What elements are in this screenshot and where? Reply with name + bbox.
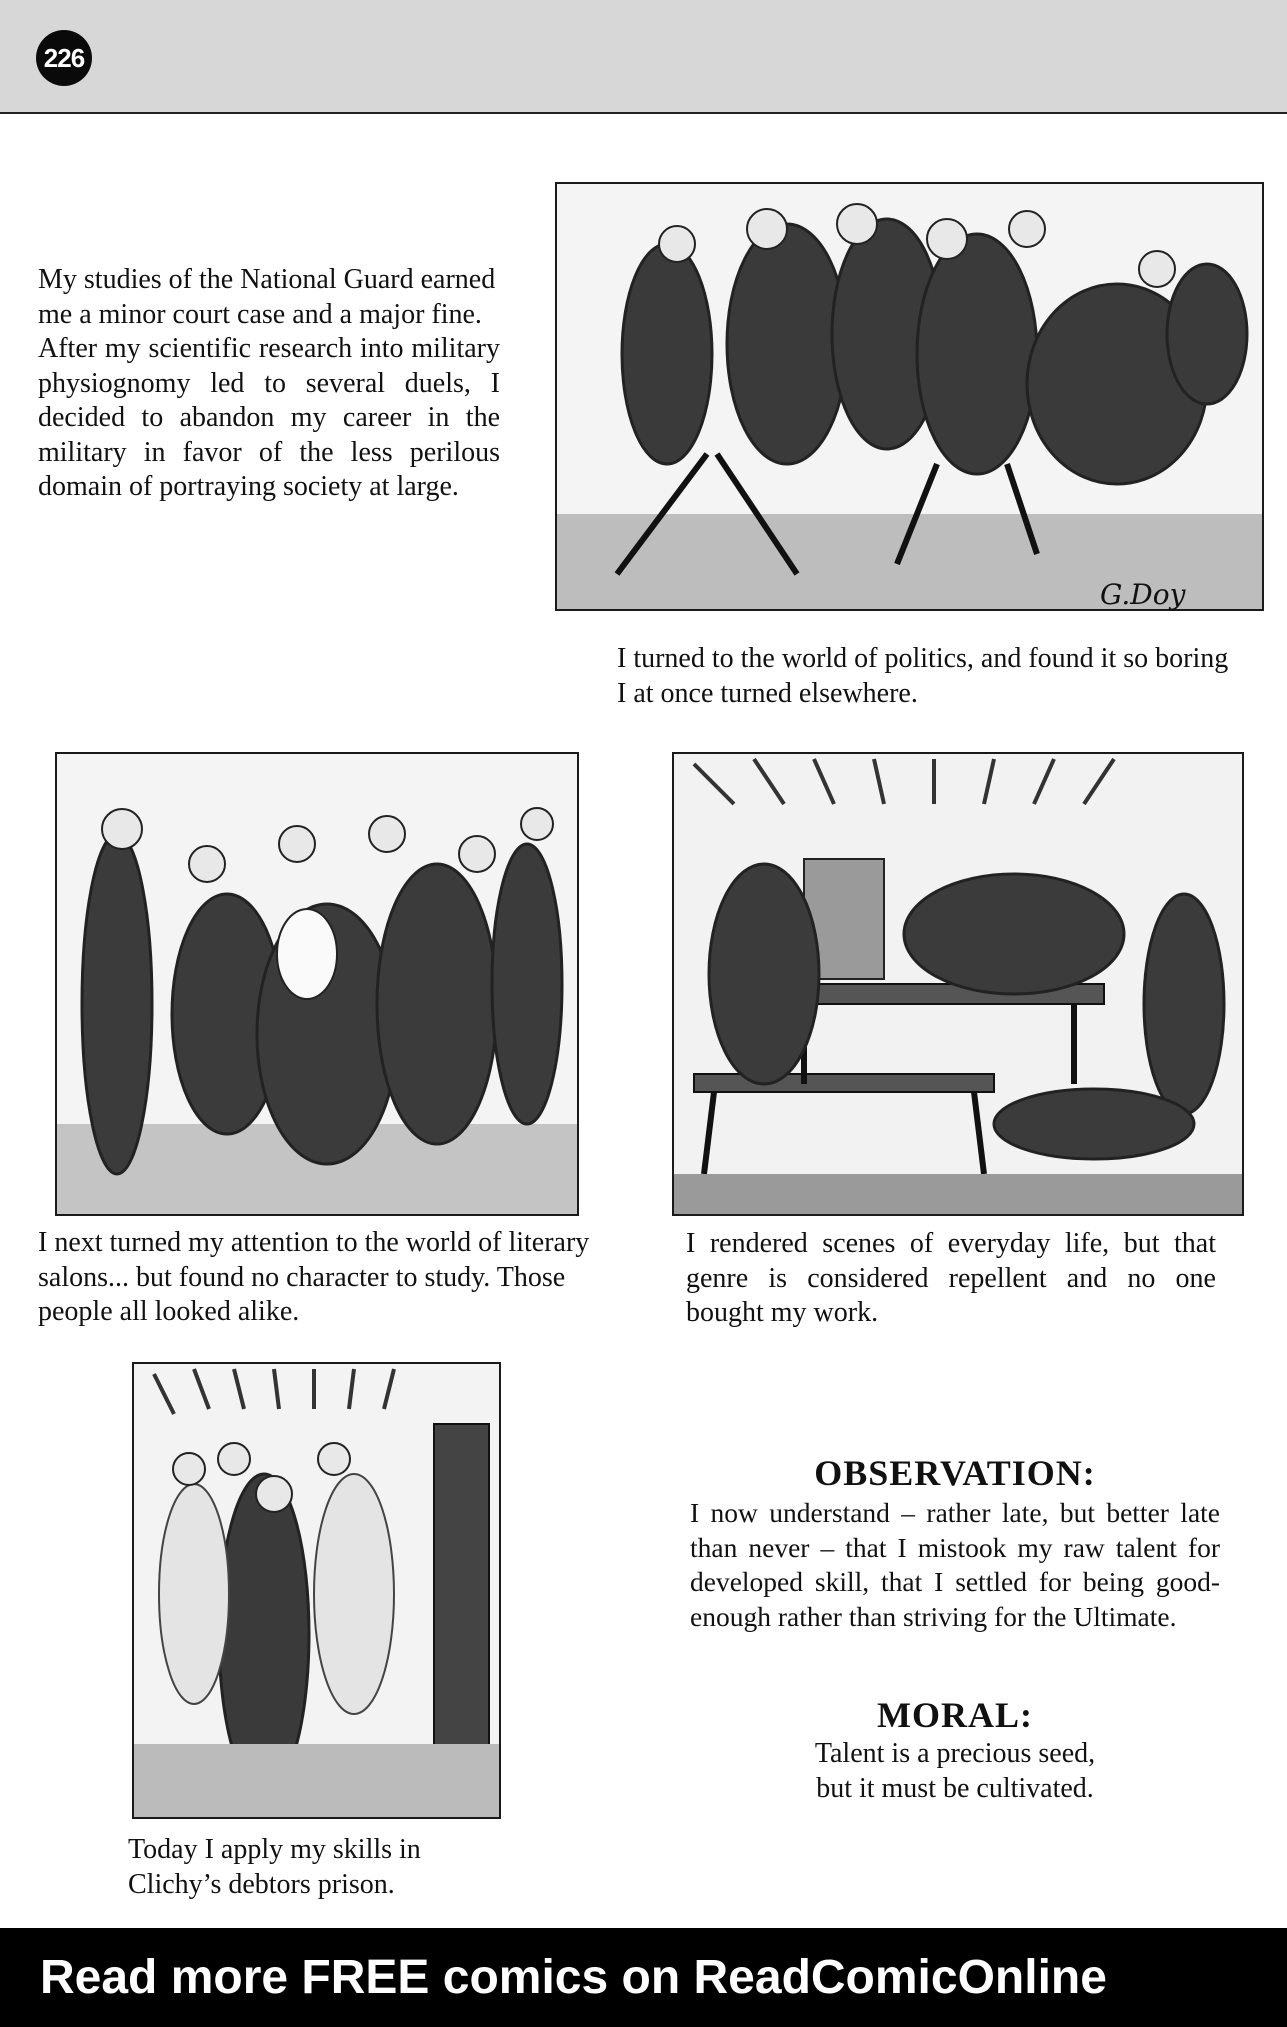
tavern-caption: I rendered scenes of everyday life, but that genre is considered repellent and no one bought my work. xyxy=(686,1228,1216,1328)
moral-text xyxy=(690,1737,1220,1806)
moral-line-2: but it must be cultivated. xyxy=(816,1772,1094,1804)
tavern-scene-illustration xyxy=(672,752,1244,1216)
tavern-scene-drawing xyxy=(674,754,1242,1214)
intro-line-2: After my scientific research into military physiognomy led to several duels, I decided to abandon my career in the military in favor of the less perilous domain of portraying society at large. xyxy=(38,333,500,502)
prison-caption: Today I apply my skills in Clichy’s debtors prison. xyxy=(128,1834,421,1900)
moral-heading: MORAL: xyxy=(877,1695,1033,1735)
moral-line-1: Talent is a precious seed, xyxy=(814,1738,1096,1769)
page-header xyxy=(0,0,1287,114)
literary-salon-drawing xyxy=(57,754,577,1214)
page-number-badge: 226 xyxy=(36,30,92,86)
debtors-prison-illustration xyxy=(132,1362,501,1819)
observation-heading: OBSERVATION: xyxy=(814,1453,1096,1493)
artist-signature: G.Doy xyxy=(1100,578,1186,611)
literary-salon-illustration xyxy=(55,752,579,1216)
debtors-prison-drawing xyxy=(134,1364,499,1817)
politicians-crowd-illustration xyxy=(555,182,1264,611)
promo-banner[interactable]: Read more FREE comics on ReadComicOnline xyxy=(0,1928,1287,2027)
observation-text: I now understand – rather late, but better late than never – that I mistook my raw talent for developed skill, that I settled for being good-enough rather than striving for the Ultimate. xyxy=(690,1497,1220,1632)
politics-caption: I turned to the world of politics, and found it so boring I at once turned elsewhere. xyxy=(617,643,1229,709)
politicians-crowd-drawing xyxy=(557,184,1262,609)
salon-caption: I next turned my attention to the world of literary salons... but found no character to study. Those people all looked alike. xyxy=(38,1227,590,1327)
intro-paragraph xyxy=(38,263,500,505)
intro-line-1: My studies of the National Guard earned me a minor court case and a major fine. xyxy=(38,264,496,330)
